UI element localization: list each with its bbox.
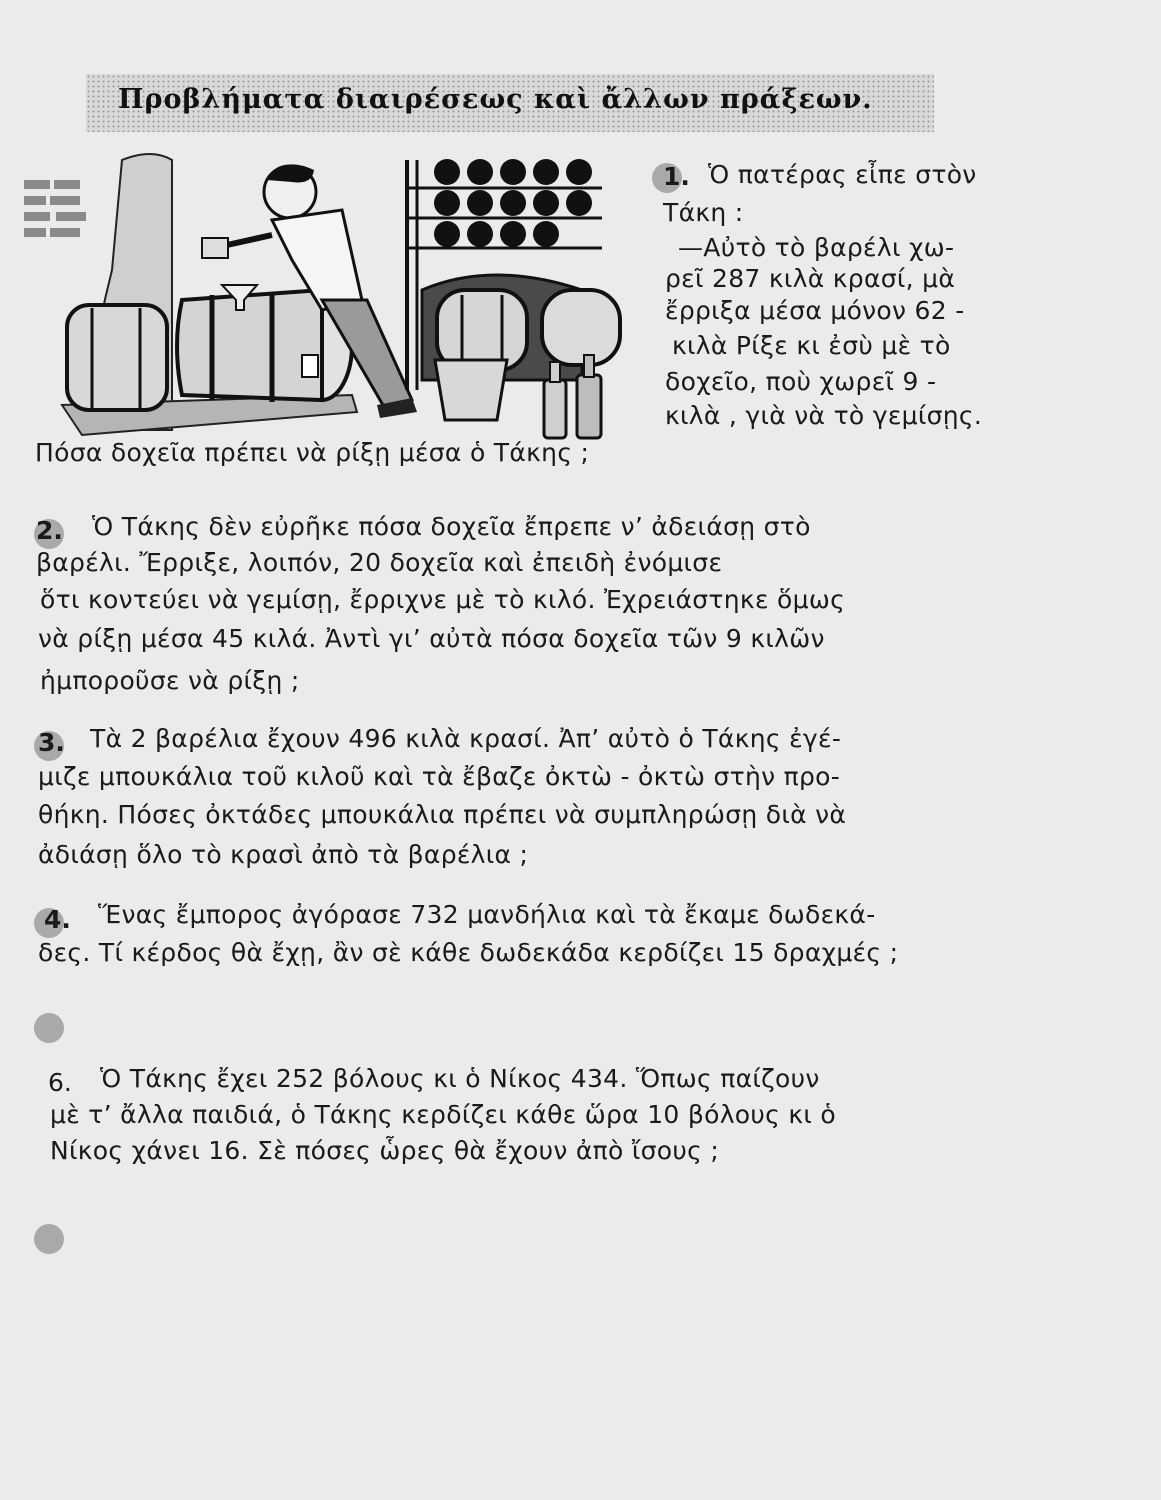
blank-marker	[34, 1224, 64, 1254]
problem-text-line: Πόσα δοχεῖα πρέπει νὰ ρίξῃ μέσα ὁ Τάκης ;	[35, 438, 590, 467]
problem-text-line: Ὁ Τάκης δὲν εὐρῆκε πόσα δοχεῖα ἔπρεπε ν’ ἀδειάσῃ στὸ	[92, 512, 811, 541]
problem-number: 1.	[663, 162, 690, 191]
page-title: Προβλήματα διαιρέσεως καὶ ἄλλων πράξεων.	[118, 84, 873, 115]
bucket-icon	[435, 360, 507, 420]
problem-number: 2.	[36, 516, 63, 545]
problem-text-line: κιλὰ , γιὰ νὰ τὸ γεμίσῃς.	[665, 401, 983, 430]
problem-text-line: θήκη. Πόσες ὀκτάδες μπουκάλια πρέπει νὰ συμπληρώσῃ διὰ νὰ	[38, 800, 847, 829]
problem-text-line: ἠμποροῦσε νὰ ρίξῃ ;	[40, 666, 300, 695]
problem-text-line: ὅτι κοντεύει νὰ γεμίσῃ, ἔρριχνε μὲ τὸ κιλό. Ἐχρειάστηκε ὅμως	[40, 585, 846, 614]
problem-text-line: ρεῖ 287 κιλὰ κρασί, μὰ	[665, 264, 956, 293]
problem-text-line: Ἕνας ἔμπορος ἀγόρασε 732 μανδήλια καὶ τὰ ἔκαμε δωδεκά-	[98, 900, 876, 929]
problem-text-line: δες. Τί κέρδος θὰ ἔχῃ, ἂν σὲ κάθε δωδεκάδα κερδίζει 15 δραχμές ;	[38, 938, 899, 967]
problem-text-line: βαρέλι. Ἔρριξε, λοιπόν, 20 δοχεῖα καὶ ἐπειδὴ ἐνόμισε	[36, 548, 723, 577]
wine-cellar-illustration	[22, 150, 642, 440]
problem-text-line: μὲ τ’ ἄλλα παιδιά, ὁ Τάκης κερδίζει κάθε ὥρα 10 βόλους κι ὁ	[50, 1100, 837, 1129]
problem-text-line: Ὁ πατέρας εἶπε στὸν	[708, 160, 977, 189]
problem-text-line: μιζε μπουκάλια τοῦ κιλοῦ καὶ τὰ ἔβαζε ὀκτὼ - ὀκτὼ στὴν προ-	[38, 762, 841, 791]
problem-number: 3.	[38, 728, 65, 757]
barrel-icon	[67, 305, 167, 410]
problem-text-line: ἔρριξα μέσα μόνον 62 -	[665, 296, 965, 325]
problem-number: 6.	[48, 1068, 72, 1097]
problem-text-line: —Αὐτὸ τὸ βαρέλι χω-	[678, 233, 955, 262]
problem-number: 4.	[44, 905, 71, 934]
problem-text-line: δοχεῖο, ποὺ χωρεῖ 9 -	[665, 367, 937, 396]
problem-text-line: Ὁ Τάκης ἔχει 252 βόλους κι ὁ Νίκος 434. Ὅπως παίζουν	[100, 1064, 820, 1093]
problem-text-line: ἀδιάσῃ ὅλο τὸ κρασὶ ἀπὸ τὰ βαρέλια ;	[38, 840, 529, 869]
problem-text-line: νὰ ρίξῃ μέσα 45 κιλά. Ἀντὶ γι’ αὐτὰ πόσα δοχεῖα τῶν 9 κιλῶν	[38, 624, 825, 653]
problem-text-line: Τάκη :	[663, 198, 744, 227]
problem-text-line: Νίκος χάνει 16. Σὲ πόσες ὧρες θὰ ἔχουν ἀπὸ ἴσους ;	[50, 1136, 720, 1165]
blank-marker	[34, 1013, 64, 1043]
problem-text-line: Τὰ 2 βαρέλια ἔχουν 496 κιλὰ κρασί. Ἀπ’ αὐτὸ ὁ Τάκης ἐγέ-	[90, 724, 842, 753]
brick-wall-icon	[24, 180, 86, 237]
problem-text-line: κιλὰ Ρίξε κι ἐσὺ μὲ τὸ	[672, 331, 951, 360]
